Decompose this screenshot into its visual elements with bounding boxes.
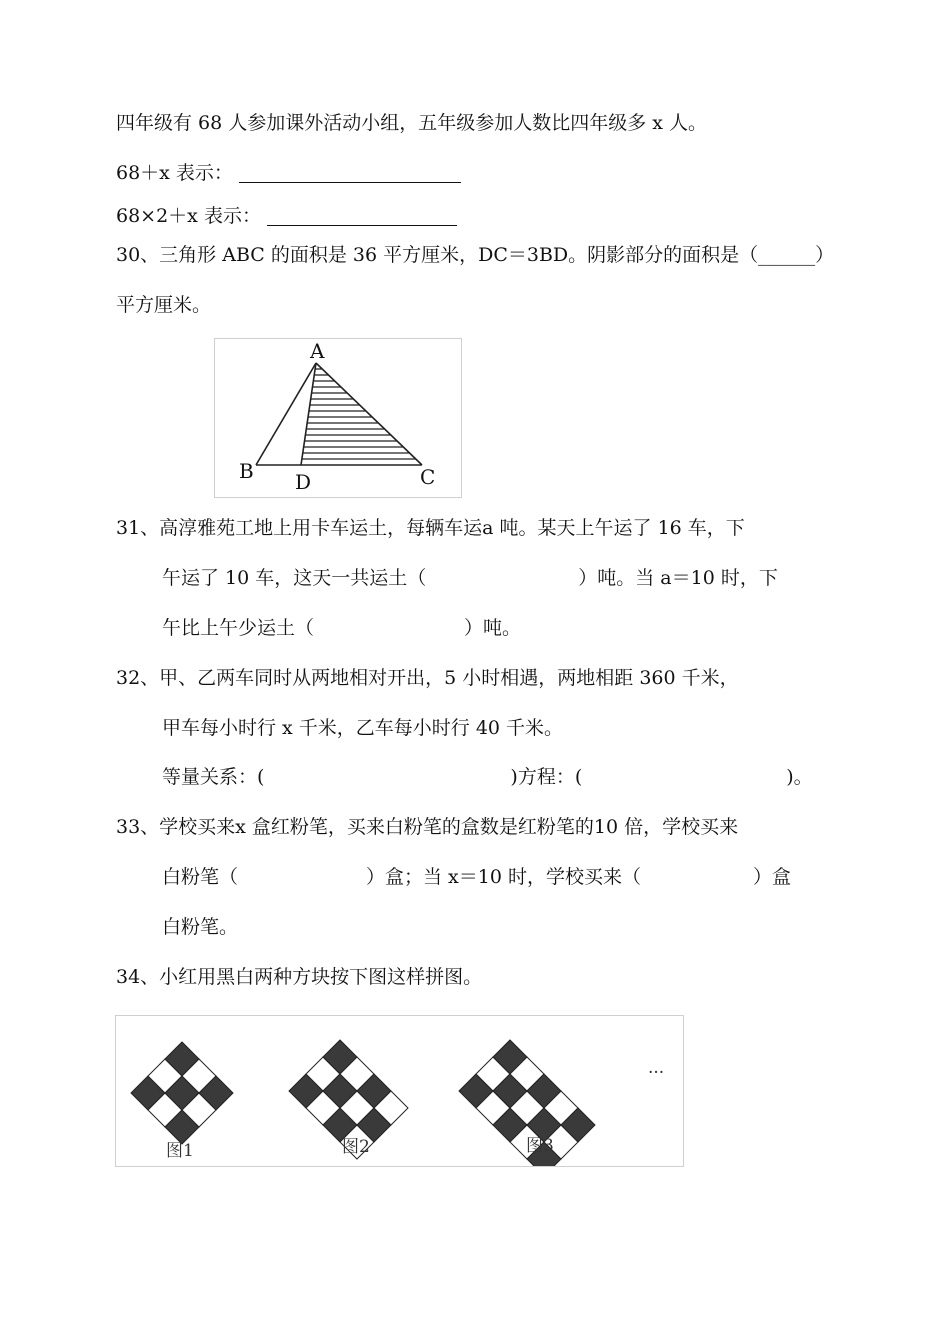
q31-line3-a: 午比上午少运土（ <box>162 617 315 639</box>
q30-line2: 平方厘米。 <box>116 294 212 316</box>
label-a: A <box>310 339 325 363</box>
ellipsis: ··· <box>648 1063 665 1083</box>
expr2-row <box>116 203 457 229</box>
tile-pattern-svg <box>116 1016 683 1166</box>
label-d: D <box>295 470 312 494</box>
q31-line1: 31、高淳雅苑工地上用卡车运土，每辆车运a 吨。某天上午运了 16 车，下 <box>116 517 745 539</box>
q33-line2-a: 白粉笔（ <box>162 866 239 888</box>
segment-ad <box>301 363 316 465</box>
q32-line3 <box>162 764 813 790</box>
triangle-svg <box>215 339 461 497</box>
expr1-label: 68＋x 表示： <box>116 162 233 184</box>
label-c: C <box>420 465 436 489</box>
side-ab <box>256 363 316 465</box>
side-ac <box>316 363 422 465</box>
label-b: B <box>239 459 254 483</box>
q32-line3-b: )方程：( <box>510 766 583 788</box>
q32-line3-a: 等量关系：( <box>162 766 265 788</box>
expr2-label: 68×2＋x 表示： <box>116 205 261 227</box>
q31-line3 <box>162 615 521 641</box>
expr1-row <box>116 160 461 186</box>
q34-line1: 34、小红用黑白两种方块按下图这样拼图。 <box>116 966 483 988</box>
intro-text: 四年级有 68 人参加课外活动小组，五年级参加人数比四年级多 x 人。 <box>116 112 708 134</box>
q32-line2: 甲车每小时行 x 千米，乙车每小时行 40 千米。 <box>162 717 564 739</box>
q30-line1: 30、三角形 ABC 的面积是 36 平方厘米，DC＝3BD。阴影部分的面积是（______） <box>116 244 835 266</box>
q31-line2-a: 午运了 10 车，这天一共运土（ <box>162 567 427 589</box>
q32-line1: 32、甲、乙两车同时从两地相对开出，5 小时相遇，两地相距 360 千米， <box>116 667 739 689</box>
caption-fig2: 图2 <box>342 1137 370 1157</box>
caption-fig3: 图3 <box>526 1136 554 1156</box>
expr1-answer-blank[interactable] <box>239 162 461 183</box>
q33-line3: 白粉笔。 <box>162 916 239 938</box>
triangle-figure <box>214 338 462 498</box>
q32-line3-c: )。 <box>786 766 813 788</box>
q31-line2 <box>162 565 778 591</box>
q33-line2-c: ）盒 <box>753 866 792 888</box>
q31-line3-b: ）吨。 <box>464 617 522 639</box>
tile-pattern-figure <box>115 1015 684 1167</box>
q33-line2 <box>162 864 791 890</box>
shaded-region <box>302 369 416 459</box>
q33-line2-b: ）盒；当 x＝10 时，学校买来（ <box>366 866 641 888</box>
q33-line1: 33、学校买来x 盒红粉笔，买来白粉笔的盒数是红粉笔的10 倍，学校买来 <box>116 816 739 838</box>
q31-line2-b: ）吨。当 a＝10 时，下 <box>578 567 778 589</box>
expr2-answer-blank[interactable] <box>267 205 457 226</box>
caption-fig1: 图1 <box>166 1141 194 1161</box>
